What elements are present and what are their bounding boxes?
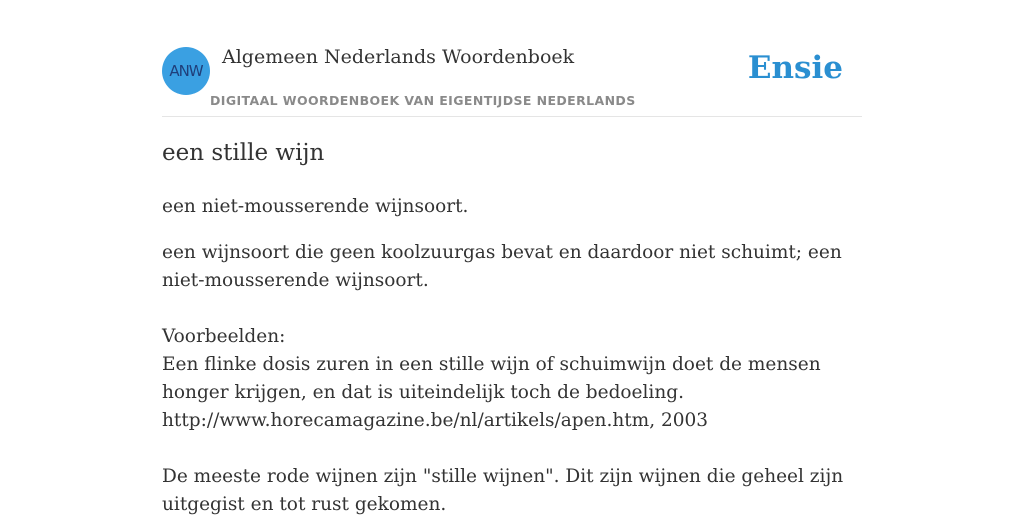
example-source: http://www.horecamagazine.be/nl/artikels/apen.htm, 2003	[162, 410, 709, 431]
source-subtitle: DIGITAAL WOORDENBOEK VAN EIGENTIJDSE NEDERLANDS	[210, 93, 636, 108]
example-text: Een flinke dosis zuren in een stille wijn of schuimwijn doet de mensen honger krijgen, en dat is uiteindelijk toch de bedoeling.	[162, 354, 821, 403]
source-title[interactable]: Algemeen Nederlands Woordenboek	[222, 46, 575, 68]
ensie-logo[interactable]: Ensie	[747, 50, 843, 86]
example-2-text: De meeste rode wijnen zijn "stille wijnen". Dit zijn wijnen die geheel zijn uitgegist en tot rust gekomen.	[162, 466, 844, 515]
page-content	[162, 0, 862, 515]
examples-label: Voorbeelden:	[162, 326, 286, 347]
anw-logo[interactable]: ANW	[162, 47, 210, 95]
header	[162, 0, 862, 117]
entry-term: een stille wijn	[162, 140, 325, 166]
definition: een wijnsoort die geen koolzuurgas bevat en daardoor niet schuimt; een niet-mousserende wijnsoort.	[162, 242, 842, 291]
examples-block	[162, 323, 862, 435]
short-definition: een niet-mousserende wijnsoort.	[162, 196, 469, 217]
